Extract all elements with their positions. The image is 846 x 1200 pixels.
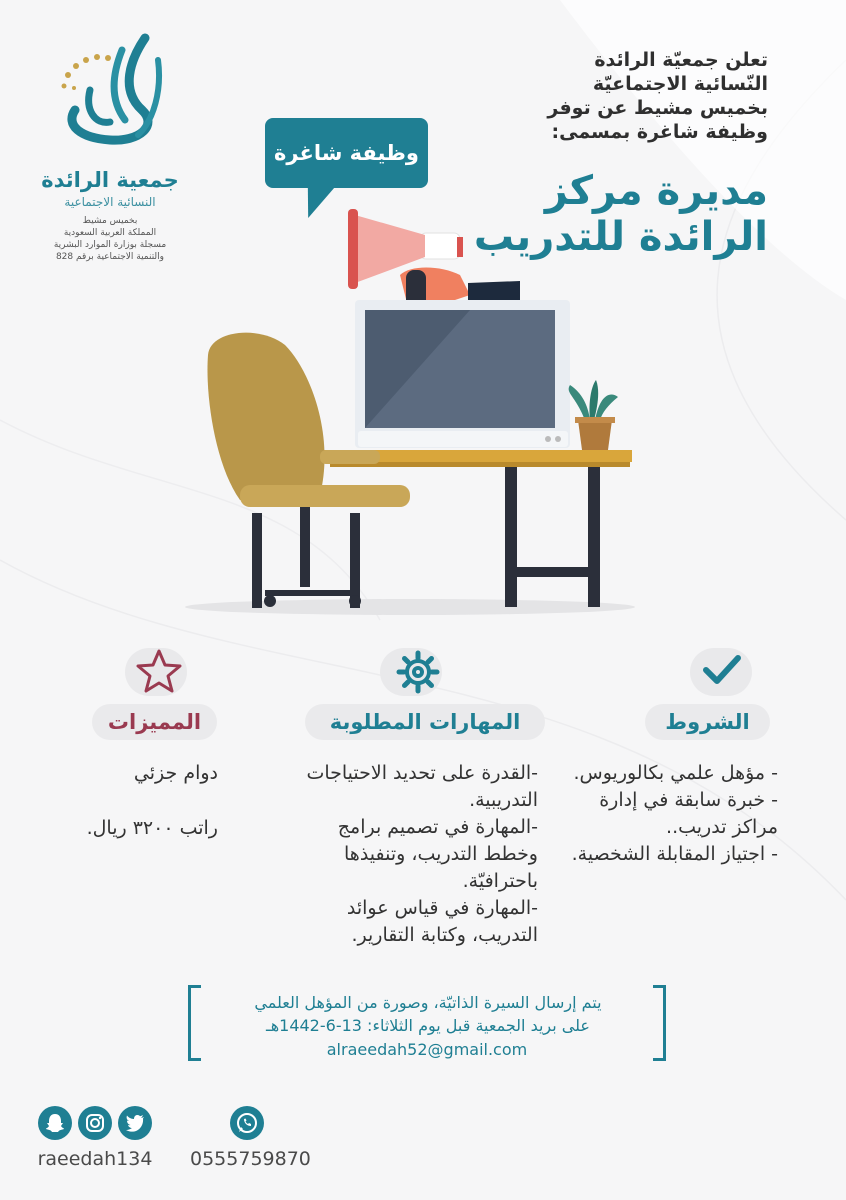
cv-instructions (208, 991, 648, 1037)
skills-heading: المهارات المطلوبة (305, 704, 545, 740)
features-heading: المميزات (92, 704, 217, 740)
skills-list (283, 760, 538, 949)
cv-line: يتم إرسال السيرة الذاتيّة، وصورة من المؤهل العلمي (254, 993, 602, 1012)
conditions-heading: الشروط (645, 704, 770, 740)
job-title-line2: الرائدة للتدريب (473, 214, 768, 260)
logo-org-sub: النسائية الاجتماعية (64, 195, 156, 209)
list-item: - مؤهل علمي بكالوريوس. (573, 762, 778, 784)
announcement-text (468, 48, 768, 144)
phone-number: 0555759870 (190, 1148, 311, 1170)
vacancy-bubble-label: وظيفة شاغرة (274, 141, 419, 165)
snapchat-icon[interactable] (38, 1106, 72, 1140)
list-item: -المهارة في تصميم برامج وخطط التدريب، وتنفيذها باحترافيّة. (337, 816, 538, 892)
vacancy-bubble (265, 118, 428, 188)
star-icon (135, 648, 183, 694)
logo-org-name: جمعية الرائدة (41, 168, 179, 192)
announcement-line: بخميس مشيط عن توفر (547, 97, 768, 119)
list-item: -القدرة على تحديد الاحتياجات التدريبية. (306, 762, 538, 811)
cv-line: على بريد الجمعية قبل يوم الثلاثاء: 13-6-1442هـ (266, 1016, 590, 1035)
job-title-line1: مديرة مركز (544, 168, 768, 214)
list-item: - خبرة سابقة في إدارة مراكز تدريب.. (599, 789, 778, 838)
announcement-line: وظيفة شاغرة بمسمى: (551, 121, 768, 143)
list-item: -المهارة في قياس عوائد التدريب، وكتابة التقارير. (346, 897, 538, 946)
whatsapp-icon[interactable] (230, 1106, 264, 1140)
email-link[interactable]: alraeedah52@gmail.com (326, 1040, 528, 1059)
list-item: راتب ٣٢٠٠ ريال. (86, 817, 218, 839)
check-icon (700, 650, 744, 690)
gear-icon (396, 650, 440, 694)
logo-line: بخميس مشيط (82, 216, 138, 226)
twitter-icon[interactable] (118, 1106, 152, 1140)
announcement-line: النّسائية الاجتماعيّة (592, 73, 768, 95)
logo-line: مسجلة بوزارة الموارد البشرية (53, 240, 167, 250)
announcement-line: تعلن جمعيّة الرائدة (594, 49, 768, 71)
logo-line: المملكة العربية السعودية (63, 228, 157, 238)
plant-icon (569, 380, 618, 450)
features-list (48, 760, 218, 870)
instagram-icon[interactable] (78, 1106, 112, 1140)
list-item: دوام جزئي (133, 762, 218, 784)
conditions-list (568, 760, 778, 868)
list-item: - اجتياز المقابلة الشخصية. (571, 843, 778, 865)
desk-illustration (170, 195, 640, 625)
social-handle: raeedah134 (37, 1148, 153, 1170)
logo-calligraphy-icon (50, 30, 170, 155)
logo-line: والتنمية الاجتماعية برقم 828 (55, 252, 165, 262)
